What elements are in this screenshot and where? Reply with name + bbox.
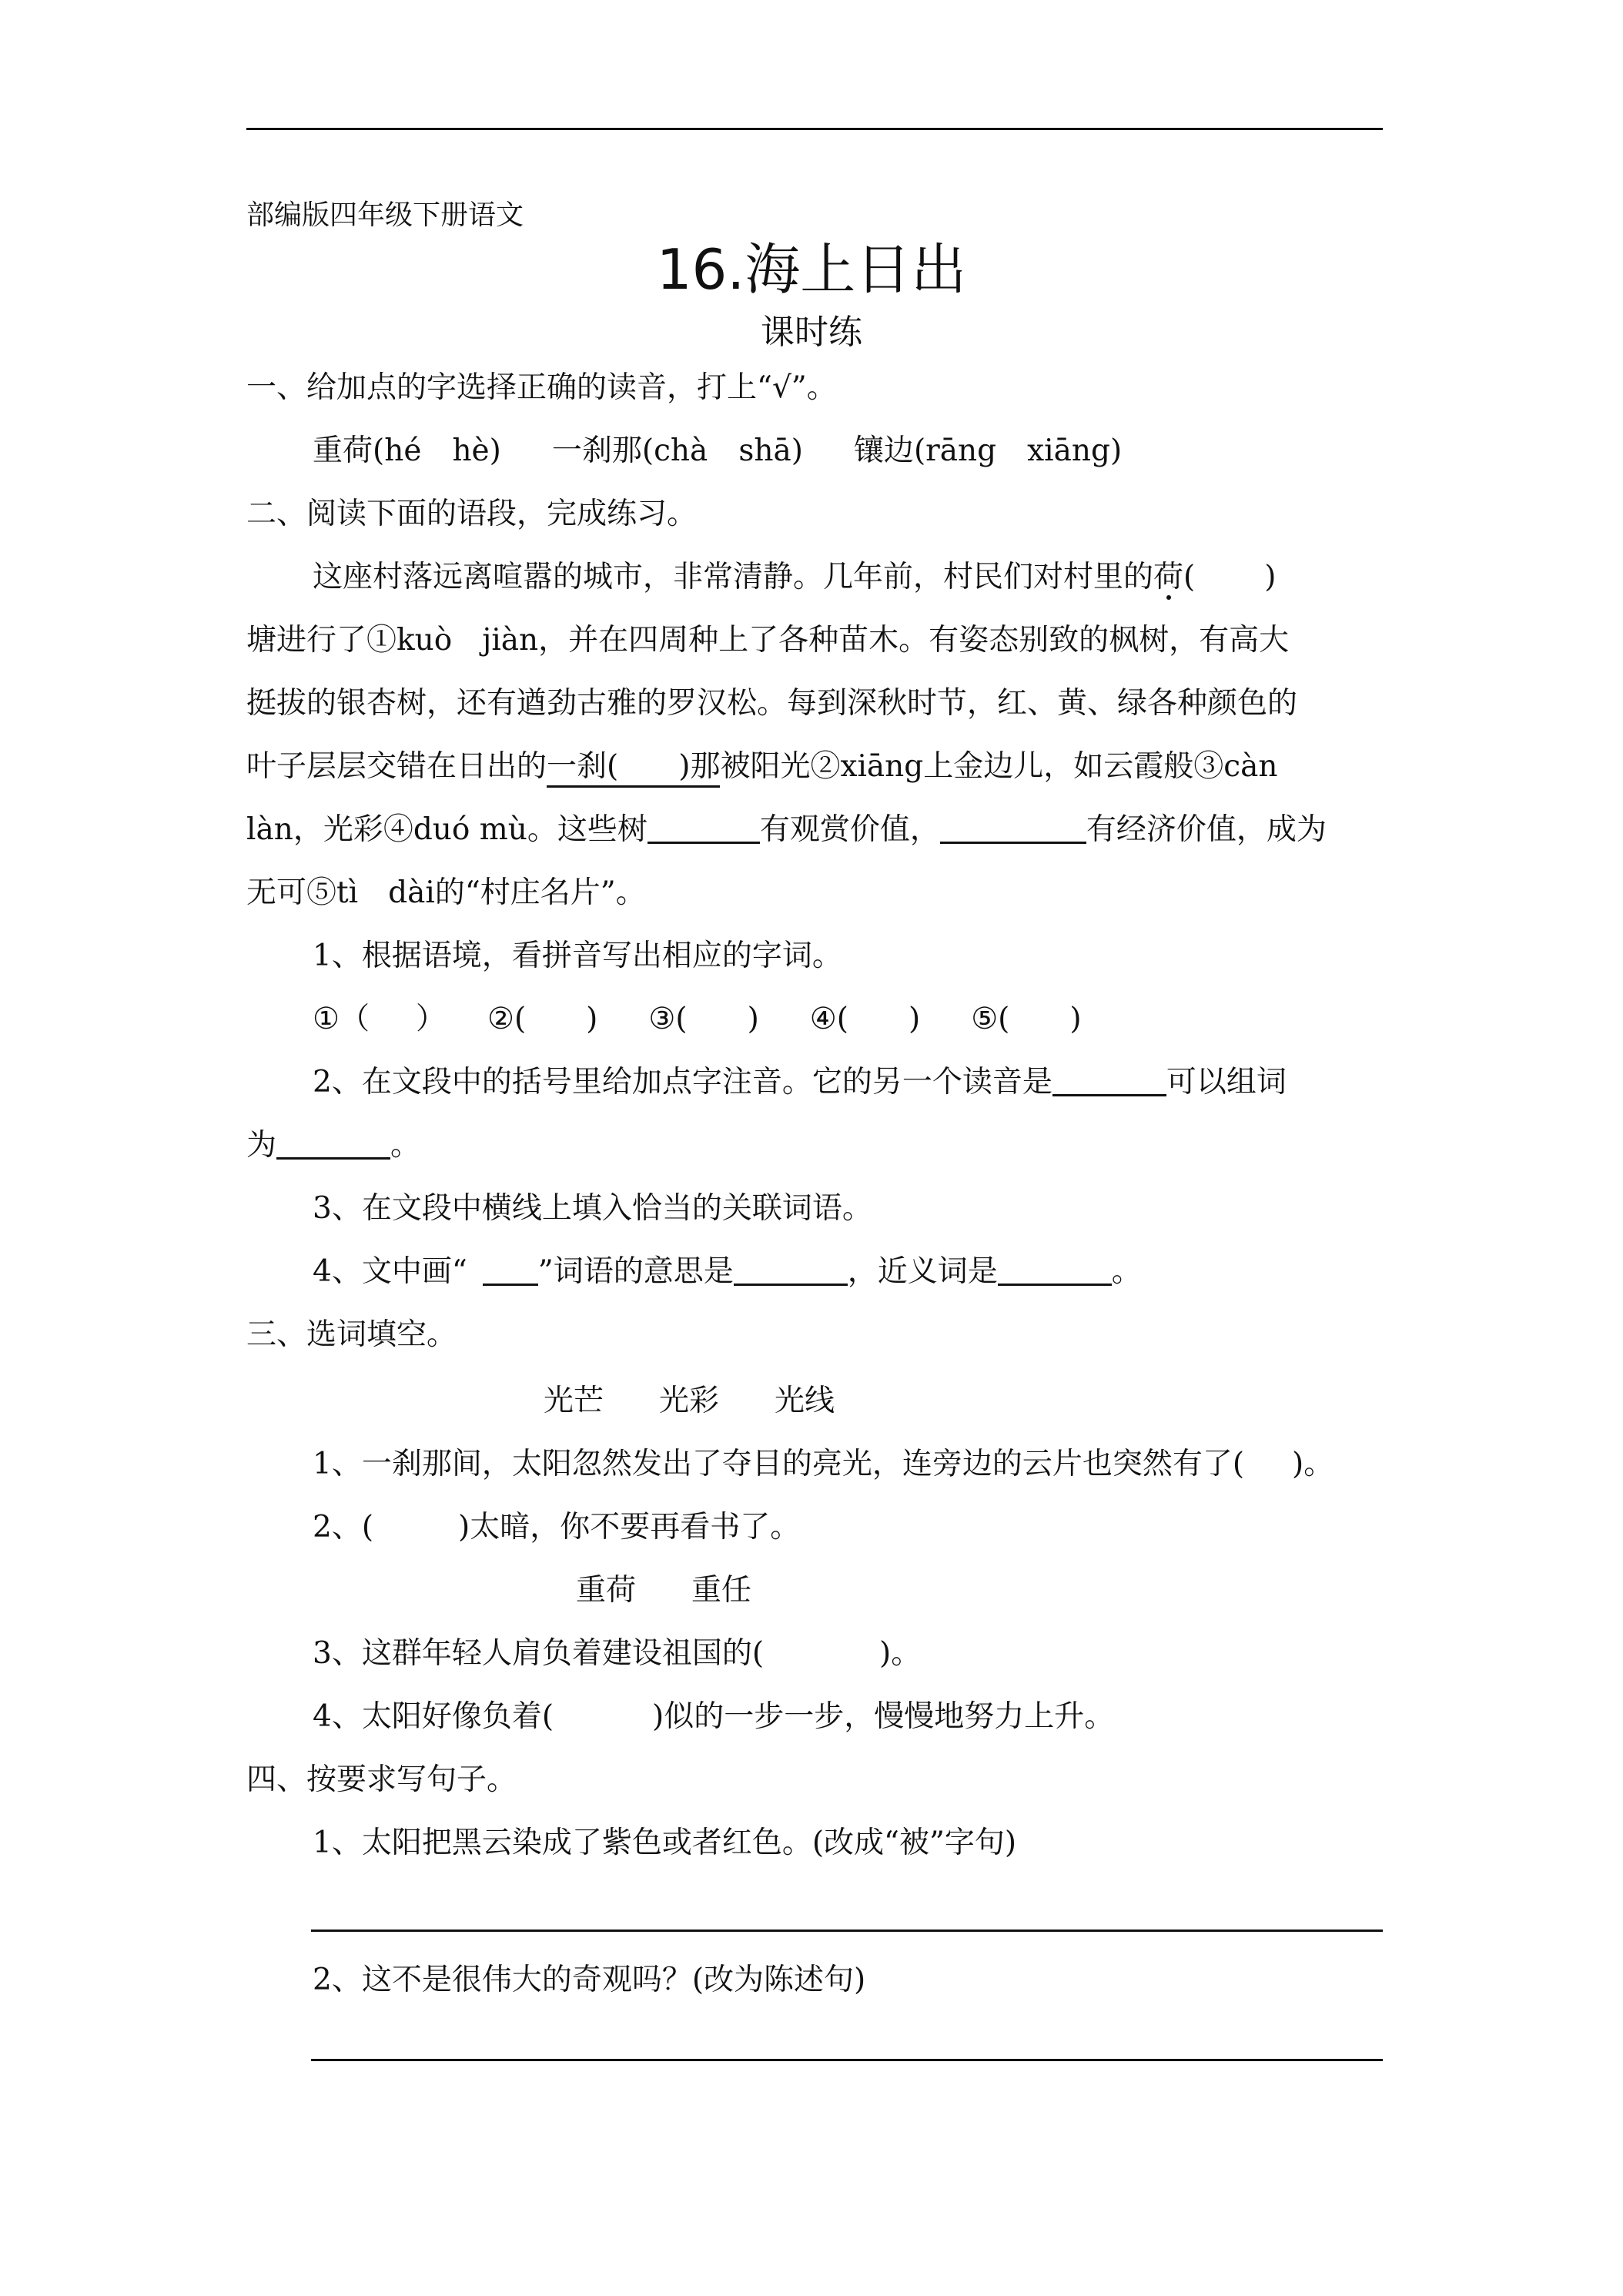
passage-line: 叶子层层交错在日出的一刹( )那被阳光②xiāng上金边儿，如云霞般③càn	[246, 751, 1277, 782]
passage-line: làn，光彩④duó mù。这些树 有观赏价值， 有经济价值，成为	[246, 812, 1327, 847]
question-3-4: 4、太阳好像负着( )似的一步一步，慢慢地努力上升。	[313, 1699, 1115, 1734]
question-2-3: 3、在文段中横线上填入恰当的关联词语。	[313, 1191, 872, 1226]
passage-line: 这座村落远离喧嚣的城市，非常清静。几年前，村民们对村里的荷( )	[313, 560, 1277, 594]
question-2-1: 1、根据语境，看拼音写出相应的字词。	[313, 939, 842, 973]
fill-blank[interactable]	[648, 815, 760, 844]
question-4-1: 1、太阳把黑云染成了紫色或者红色。(改成“被”字句)	[313, 1826, 1017, 1860]
fill-blank[interactable]	[1052, 1068, 1166, 1096]
fill-blank[interactable]	[940, 815, 1086, 844]
section1-heading: 一、给加点的字选择正确的读音，打上“√”。	[246, 370, 837, 405]
question-2-4: 4、文中画“ ”词语的意思是 ，近义词是 。	[313, 1254, 1142, 1289]
word-bank-2: 重荷 重任	[576, 1573, 752, 1608]
fill-blank	[483, 1257, 538, 1286]
question-4-2: 2、这不是很伟大的奇观吗？(改为陈述句)	[313, 1963, 866, 1997]
section4-heading: 四、按要求写句子。	[246, 1762, 517, 1797]
header-rule	[246, 128, 1383, 130]
option-b: shā)	[738, 433, 803, 468]
option-a: (chà	[641, 433, 708, 468]
answer-slots: ①（ ） ②( ) ③( ) ④( ) ⑤( )	[313, 1002, 1082, 1036]
item-word: 重荷	[313, 433, 373, 468]
fill-blank[interactable]	[734, 1257, 848, 1286]
question-3-2: 2、( )太暗，你不要再看书了。	[313, 1510, 801, 1545]
series-label: 部编版四年级下册语文	[246, 199, 524, 231]
page-title: 16.海上日出	[656, 237, 967, 302]
passage-line: 挺拔的银杏树，还有遒劲古雅的罗汉松。每到深秋时节，红、黄、绿各种颜色的	[246, 686, 1298, 721]
option-b: xiāng)	[1027, 433, 1123, 468]
fill-blank[interactable]	[276, 1131, 390, 1160]
option-a: (hé	[373, 433, 422, 468]
section1-items	[313, 433, 1123, 468]
dotted-char: 荷	[1153, 560, 1184, 594]
passage-line: 塘进行了①kuò jiàn，并在四周种上了各种苗木。有姿态别致的枫树，有高大	[246, 623, 1290, 658]
underlined-word: 一刹( )那	[547, 749, 720, 788]
item-word: 一刹那	[551, 433, 642, 468]
section3-heading: 三、选词填空。	[246, 1317, 457, 1352]
answer-line[interactable]	[311, 1930, 1383, 1932]
option-a: (rāng	[913, 433, 997, 468]
item-word: 镶边	[853, 433, 914, 468]
section2-heading: 二、阅读下面的语段，完成练习。	[246, 497, 698, 531]
fill-blank[interactable]	[998, 1257, 1112, 1286]
passage-line: 无可⑤tì dài的“村庄名片”。	[246, 875, 646, 910]
option-b: hè)	[452, 433, 501, 468]
answer-line[interactable]	[311, 2059, 1383, 2061]
question-3-3: 3、这群年轻人肩负着建设祖国的( )。	[313, 1636, 922, 1671]
question-3-1: 1、一刹那间，太阳忽然发出了夺目的亮光，连旁边的云片也突然有了( )。	[313, 1447, 1334, 1481]
page-subtitle: 课时练	[761, 313, 862, 352]
word-bank-1: 光芒 光彩 光线	[544, 1384, 835, 1418]
question-2-2-cont: 为 。	[246, 1128, 421, 1163]
question-2-2: 2、在文段中的括号里给加点字注音。它的另一个读音是 可以组词	[313, 1065, 1287, 1099]
